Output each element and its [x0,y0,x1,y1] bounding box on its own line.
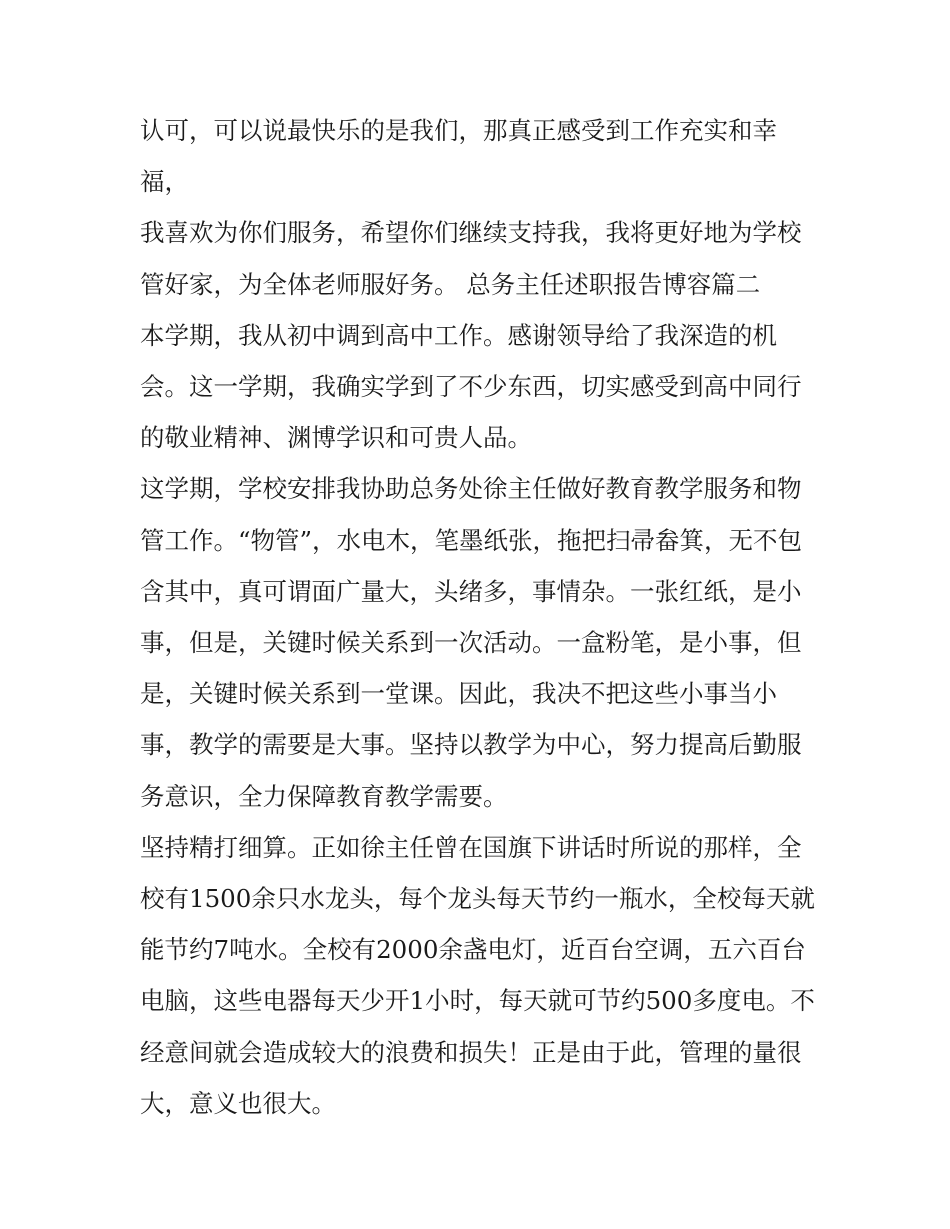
paragraph-1: 认可，可以说最快乐的是我们，那真正感受到工作充实和幸福， [140,116,777,197]
paragraph-2: 我喜欢为你们服务，希望你们继续支持我，我将更好地为学校管好家，为全体老师服好务。 总务主任述职报告博容篇二 [140,218,802,299]
paragraph-4: 这学期，学校安排我协助总务处徐主任做好教育教学服务和物管工作。“物管”，水电木，笔墨纸张，拖把扫帚畚箕，无不包含其中，真可谓面广量大，头绪多，事情杂。一张红纸，是小事，但是，关键时候关系到一次活动。一盒粉笔，是小事，但是，关键时候关系到一堂课。因此，我决不把这些小事当小事，教学的需要是大事。坚持以教学为中心，努力提高后勤服务意识，全力保障教育教学需要。 [140,474,803,811]
paragraph-5: 坚持精打细算。正如徐主任曾在国旗下讲话时所说的那样，全校有1500余只水龙头，每个龙头每天节约一瓶水，全校每天就能节约7吨水。全校有2000余盏电灯，近百台空调，五六百台电脑，这些电器每天少开1小时，每天就可节约500多度电。不经意间就会造成较大的浪费和损失！正是由于此，管理的量很大，意义也很大。 [140,832,815,1118]
paragraph-3: 本学期，我从初中调到高中工作。感谢领导给了我深造的机会。这一学期，我确实学到了不少东西，切实感受到高中同行的敬业精神、渊博学识和可贵人品。 [140,320,802,453]
document-body [140,105,820,1129]
